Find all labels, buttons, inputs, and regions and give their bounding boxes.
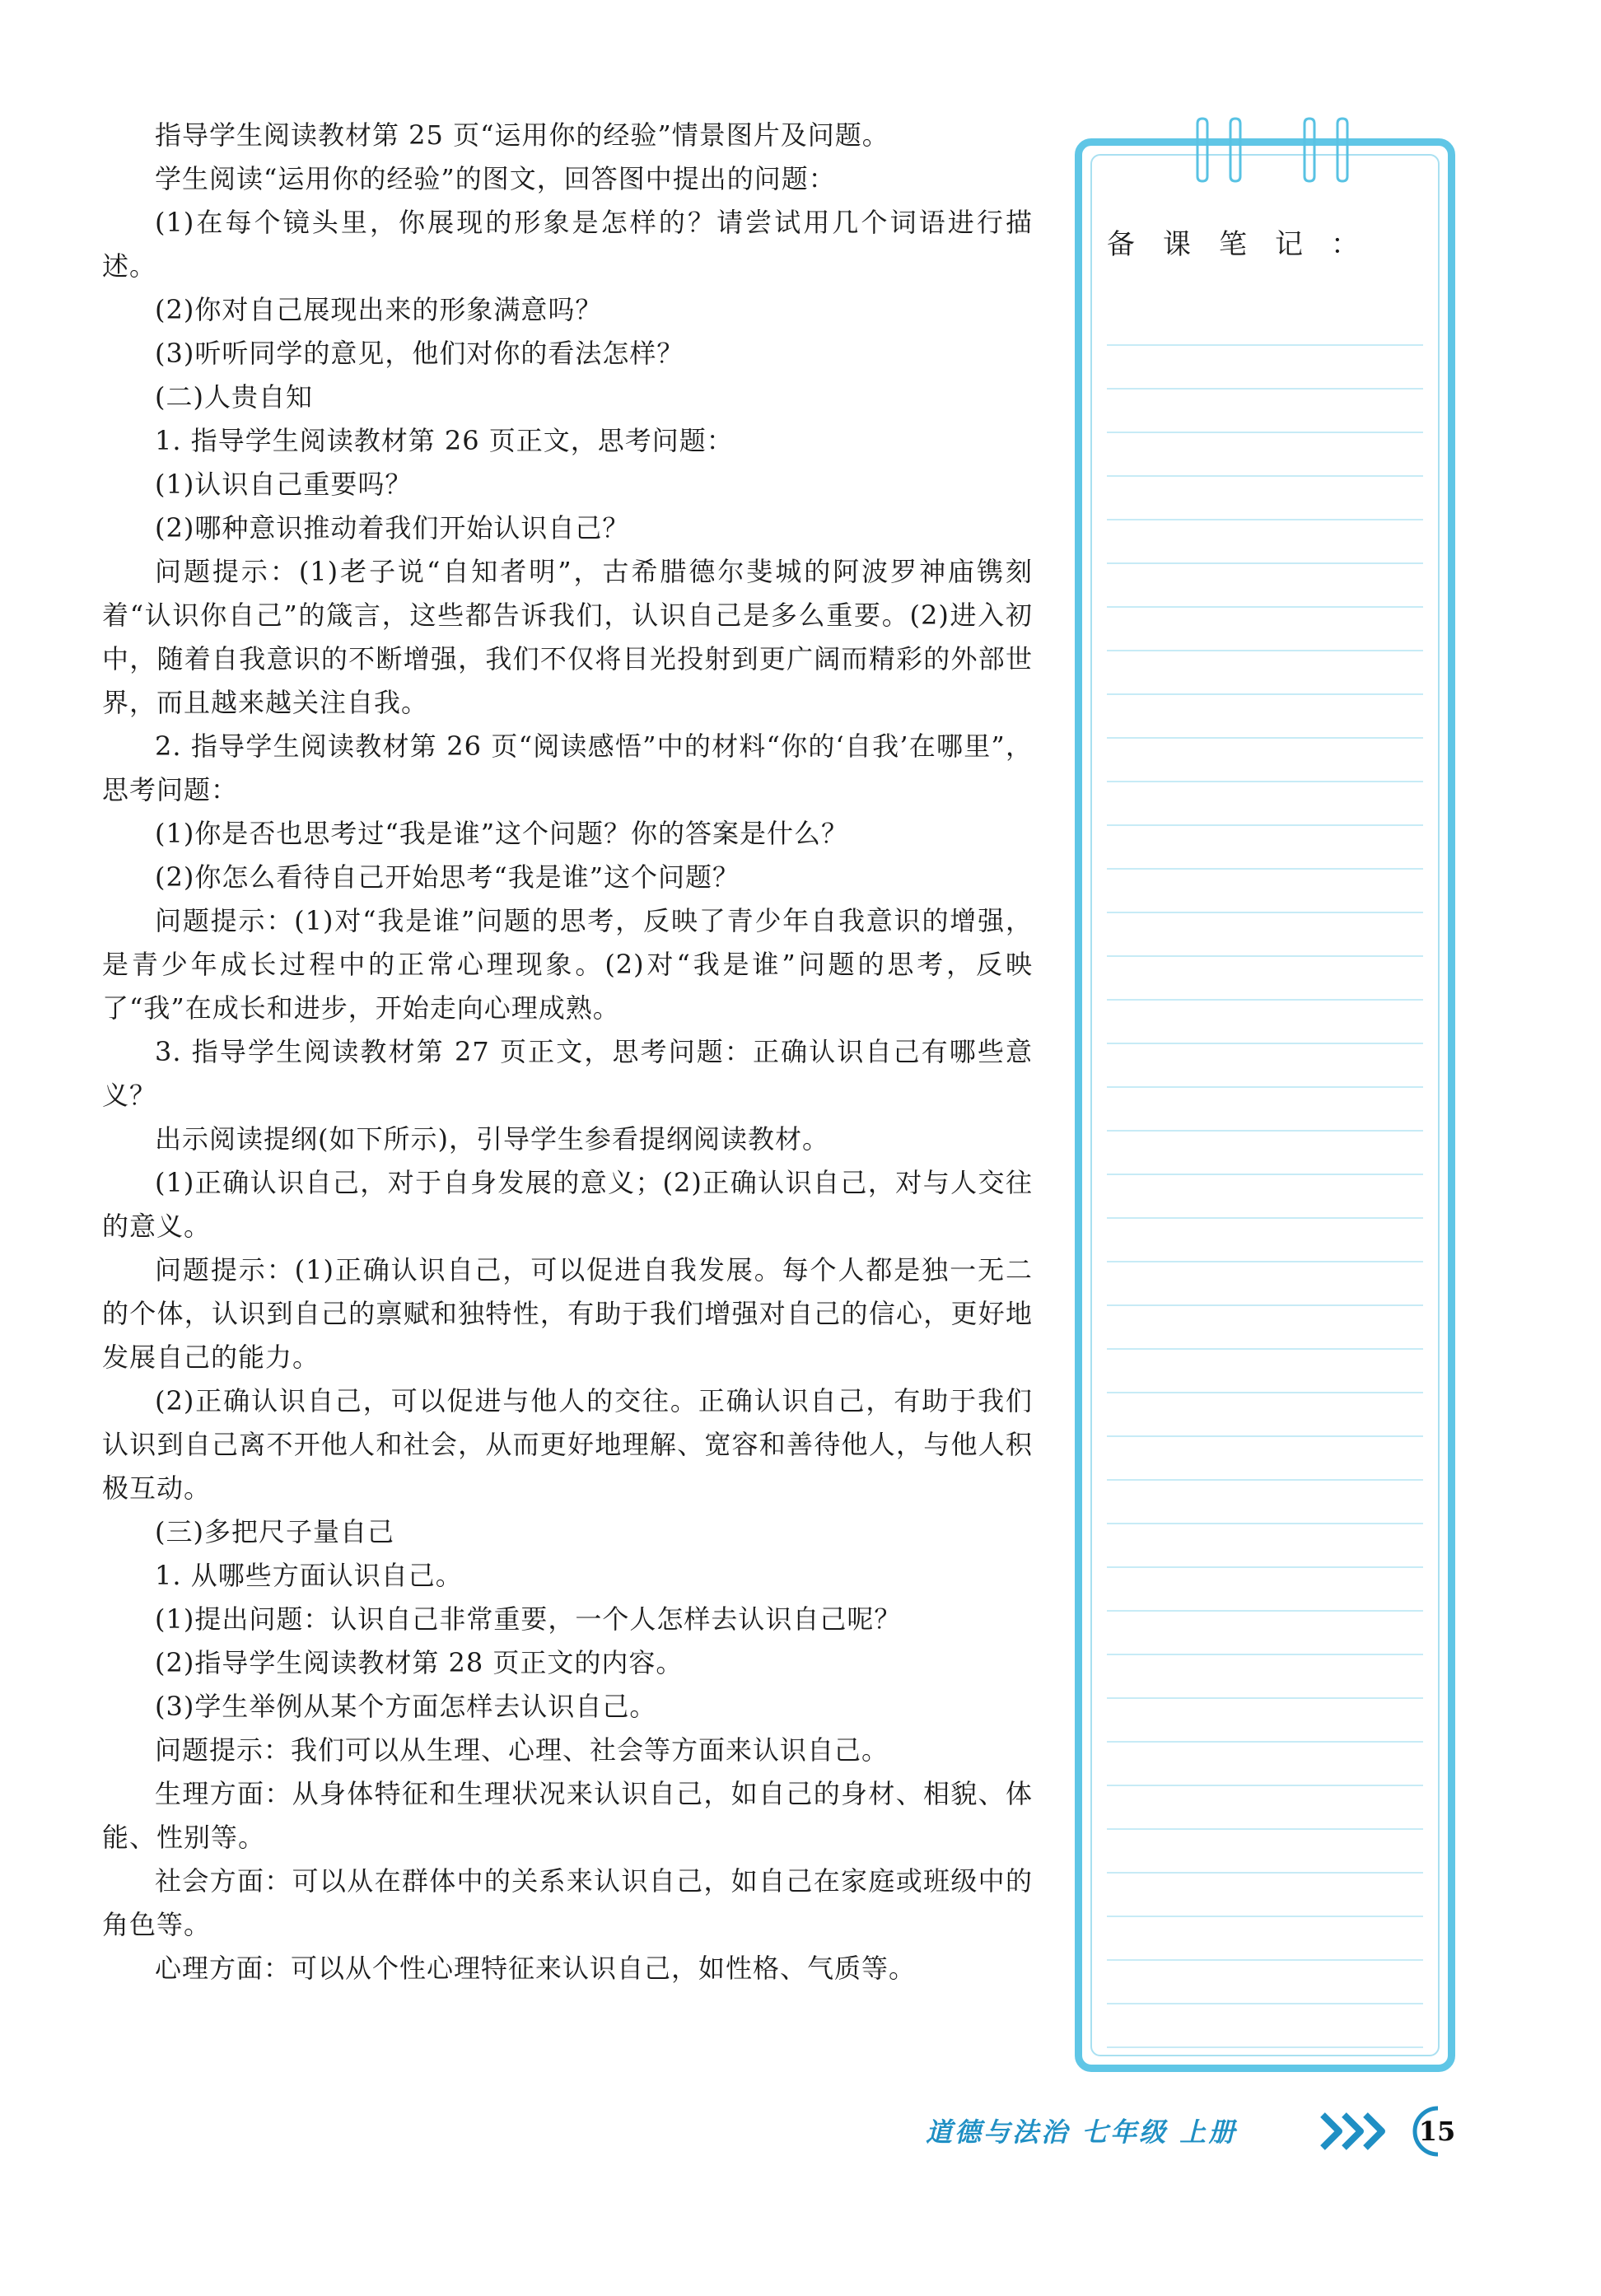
paragraph: (1)正确认识自己，对于自身发展的意义；(2)正确认识自己，对与人交往的意义。 — [102, 1167, 1033, 1242]
paragraph: (3)听听同学的意见，他们对你的看法怎样？ — [155, 338, 684, 369]
note-line — [1107, 1001, 1423, 1044]
notes-ruled-lines — [1107, 302, 1423, 2035]
note-line — [1107, 1961, 1423, 2004]
binder-ring-icon — [1334, 117, 1351, 183]
binder-ring-icon — [1194, 117, 1211, 183]
paragraph: 问题提示：(1)正确认识自己，可以促进自我发展。每个人都是独一无二的个体，认识到自己的禀赋和独特性，有助于我们增强对自己的信心，更好地发展自己的能力。 — [102, 1254, 1033, 1373]
note-line — [1107, 1874, 1423, 1917]
note-line — [1107, 1088, 1423, 1132]
paragraph: (1)认识自己重要吗？ — [155, 469, 413, 500]
note-line — [1107, 913, 1423, 957]
paragraph: 社会方面：可以从在群体中的关系来认识自己，如自己在家庭或班级中的角色等。 — [102, 1865, 1033, 1940]
note-line — [1107, 1175, 1423, 1219]
paragraph: 心理方面：可以从个性心理特征来认识自己，如性格、气质等。 — [155, 1953, 917, 1984]
note-line — [1107, 477, 1423, 520]
note-line — [1107, 1524, 1423, 1568]
note-line — [1107, 739, 1423, 782]
paragraph: (2)你对自己展现出来的形象满意吗？ — [155, 294, 603, 325]
paragraph: (2)哪种意识推动着我们开始认识自己？ — [155, 512, 630, 544]
lesson-notes-panel — [1075, 138, 1455, 2072]
note-line — [1107, 1786, 1423, 1830]
note-line — [1107, 433, 1423, 477]
note-line — [1107, 564, 1423, 608]
note-line — [1107, 1350, 1423, 1393]
paragraph: 生理方面：从身体特征和生理状况来认识自己，如自己的身材、相貌、体能、性别等。 — [102, 1778, 1033, 1853]
note-line — [1107, 1262, 1423, 1306]
note-line — [1107, 1044, 1423, 1088]
paragraph: 指导学生阅读教材第 25 页“运用你的经验”情景图片及问题。 — [155, 119, 889, 151]
paragraph: (2)指导学生阅读教材第 28 页正文的内容。 — [155, 1647, 684, 1678]
lesson-text — [102, 114, 1033, 1990]
note-line — [1107, 1612, 1423, 1655]
note-line — [1107, 651, 1423, 695]
note-line — [1107, 1699, 1423, 1743]
note-line — [1107, 346, 1423, 390]
paragraph: 问题提示：我们可以从生理、心理、社会等方面来认识自己。 — [155, 1734, 889, 1766]
paragraph: 出示阅读提纲(如下所示)，引导学生参看提纲阅读教材。 — [155, 1123, 829, 1155]
note-line — [1107, 1437, 1423, 1481]
note-line — [1107, 2004, 1423, 2048]
paragraph: (1)你是否也思考过“我是谁”这个问题？你的答案是什么？ — [155, 818, 849, 849]
note-line — [1107, 826, 1423, 870]
paragraph: (3)学生举例从某个方面怎样去认识自己。 — [155, 1691, 657, 1722]
note-line — [1107, 1655, 1423, 1699]
note-line — [1107, 870, 1423, 913]
paragraph: 3. 指导学生阅读教材第 27 页正文，思考问题：正确认识自己有哪些意义？ — [102, 1036, 1033, 1111]
chevrons-right-icon — [1318, 2110, 1417, 2153]
paragraph: (2)正确认识自己，可以促进与他人的交往。正确认识自己，有助于我们认识到自己离不开他人和社会，从而更好地理解、宽容和善待他人，与他人积极互动。 — [102, 1385, 1033, 1504]
paragraph: 问题提示：(1)对“我是谁”问题的思考，反映了青少年自我意识的增强，是青少年成长过程中的正常心理现象。(2)对“我是谁”问题的思考，反映了“我”在成长和进步，开始走向心理成熟。 — [102, 905, 1033, 1024]
binder-ring-icon — [1301, 117, 1318, 183]
note-line — [1107, 1568, 1423, 1612]
paragraph: 学生阅读“运用你的经验”的图文，回答图中提出的问题： — [155, 163, 836, 194]
note-line — [1107, 695, 1423, 739]
note-line — [1107, 1917, 1423, 1961]
note-line — [1107, 1306, 1423, 1350]
section-heading: (三)多把尺子量自己 — [155, 1516, 394, 1547]
note-line — [1107, 1219, 1423, 1262]
section-heading: (二)人贵自知 — [155, 381, 313, 413]
notes-title: 备课笔记： — [1107, 228, 1387, 261]
note-line — [1107, 390, 1423, 433]
note-line — [1107, 957, 1423, 1001]
binder-ring-icon — [1227, 117, 1244, 183]
note-line — [1107, 782, 1423, 826]
note-line — [1107, 520, 1423, 564]
page-number: 15 — [1418, 2116, 1456, 2147]
paragraph: 1. 指导学生阅读教材第 26 页正文，思考问题： — [155, 425, 734, 456]
note-line — [1107, 1132, 1423, 1175]
note-line — [1107, 608, 1423, 651]
paragraph: 2. 指导学生阅读教材第 26 页“阅读感悟”中的材料“你的‘自我’在哪里”，思考问题： — [102, 730, 1033, 805]
paragraph: (1)提出问题：认识自己非常重要，一个人怎样去认识自己呢？ — [155, 1603, 902, 1635]
paragraph: (2)你怎么看待自己开始思考“我是谁”这个问题？ — [155, 861, 740, 893]
paragraph: 问题提示：(1)老子说“自知者明”，古希腊德尔斐城的阿波罗神庙镌刻着“认识你自己”的箴言，这些都告诉我们，认识自己是多么重要。(2)进入初中，随着自我意识的不断增强，我们不仅将目光投射到更广阔而精彩的外部世界，而且越来越关注自我。 — [102, 556, 1033, 718]
paragraph: (1)在每个镜头里，你展现的形象是怎样的？请尝试用几个词语进行描述。 — [102, 207, 1033, 282]
note-line — [1107, 1393, 1423, 1437]
book-title: 道德与法治 七年级 上册 — [926, 2116, 1238, 2148]
paragraph: 1. 从哪些方面认识自己。 — [155, 1560, 463, 1591]
note-line — [1107, 1481, 1423, 1524]
note-line — [1107, 1830, 1423, 1874]
note-line — [1107, 1743, 1423, 1786]
note-line — [1107, 302, 1423, 346]
